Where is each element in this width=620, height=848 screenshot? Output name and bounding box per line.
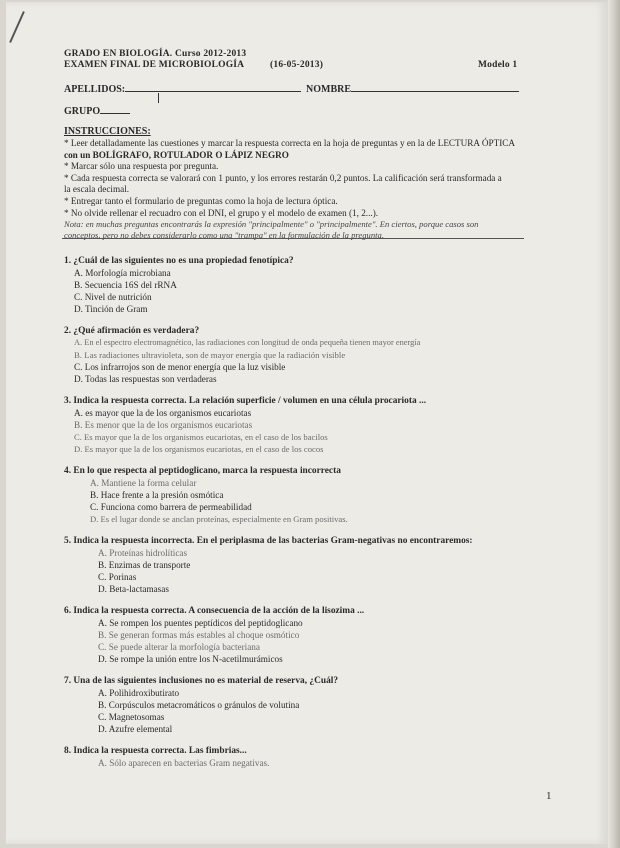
option-c[interactable]: C. Nivel de nutrición <box>74 292 152 302</box>
option-d[interactable]: D. Es el lugar donde se anclan proteínas, especialmente en Gram positivas. <box>90 514 348 524</box>
option-a[interactable]: A. Mantiene la forma celular <box>90 478 197 488</box>
question-stem: 7. Una de las siguientes inclusiones no es material de reserva, ¿Cuál? <box>64 676 339 686</box>
option-d[interactable]: D. Tinción de Gram <box>74 304 148 314</box>
option-b[interactable]: B. Hace frente a la presión osmótica <box>90 490 224 500</box>
option-b[interactable]: B. Secuencia 16S del rRNA <box>74 280 177 290</box>
nombre-field[interactable] <box>306 82 519 95</box>
header-date: (16-05-2013) <box>270 60 324 70</box>
instruction-line: * No olvide rellenar el recuadro con el DNI, el grupo y el modelo de examen (1, 2...). <box>64 207 379 218</box>
nombre-label: NOMBRE <box>306 84 351 95</box>
option-a[interactable]: A. En el espectro electromagnético, las radiaciones con longitud de onda pequeña tienen mayor energía <box>74 338 421 347</box>
instruction-line: * Marcar sólo una respuesta por pregunta. <box>64 161 219 172</box>
nombre-line[interactable] <box>351 82 519 92</box>
question-stem: 1. ¿Cuál de las siguientes no es una propiedad fenotípica? <box>64 256 294 266</box>
option-d[interactable]: D. Es mayor que la de los organismos eucariotas, en el caso de los cocos <box>74 444 324 454</box>
apellidos-label: APELLIDOS: <box>64 84 126 95</box>
question-stem: 3. Indica la respuesta correcta. La relación superficie / volumen en una célula procariota ... <box>64 396 427 406</box>
option-a[interactable]: A. Sólo aparecen en bacterias Gram negativas. <box>98 758 270 768</box>
option-a[interactable]: A. Se rompen los puentes peptídicos del peptidoglicano <box>98 618 303 628</box>
option-b[interactable]: B. Se generan formas más estables al choque osmótico <box>98 630 300 640</box>
option-a[interactable]: A. Morfología microbiana <box>74 268 171 278</box>
question-stem: 5. Indica la respuesta incorrecta. En el periplasma de las bacterias Gram-negativas no encontraremos: <box>64 536 473 546</box>
question-stem: 6. Indica la respuesta correcta. A consecuencia de la acción de la lisozima ... <box>64 606 365 616</box>
question-stem: 2. ¿Qué afirmación es verdadera? <box>64 326 200 336</box>
grupo-label: GRUPO <box>64 106 101 117</box>
page-edge-shadow <box>608 0 620 848</box>
option-b[interactable]: B. Corpúsculos metacromáticos o gránulos de volutina <box>98 700 300 710</box>
option-d[interactable]: D. Azufre elemental <box>98 724 173 734</box>
option-c[interactable]: C. Es mayor que la de los organismos eucariotas, en el caso de los bacilos <box>74 432 328 442</box>
note-line: Nota: en muchas preguntas encontrarás la expresión "principalmente" o "principalmente". En ciertos, porque casos son <box>64 219 479 230</box>
instruction-line: * Cada respuesta correcta se valorará con 1 punto, y los errores restarán 0,2 puntos. La calificación será transformada a <box>64 172 502 183</box>
option-a[interactable]: A. Proteínas hidrolíticas <box>98 548 188 558</box>
option-b[interactable]: B. Es menor que la de los organismos eucariotas <box>74 420 253 430</box>
option-d[interactable]: D. Todas las respuestas son verdaderas <box>74 374 217 384</box>
instructions-title: INSTRUCCIONES: <box>64 126 151 137</box>
pen-tick <box>158 93 159 103</box>
question-stem: 4. En lo que respecta al peptidoglicano, marca la respuesta incorrecta <box>64 466 341 476</box>
instruction-line: * Leer detalladamente las cuestiones y marcar la respuesta correcta en la hoja de preguntas y en la de LECTURA ÓPTICA <box>64 138 516 148</box>
apellidos-field[interactable] <box>64 82 301 95</box>
header-exam-title: EXAMEN FINAL DE MICROBIOLOGÍA <box>64 60 245 70</box>
question-stem: 8. Indica la respuesta correcta. Las fimbrias... <box>64 746 247 756</box>
option-a[interactable]: A. es mayor que la de los organismos eucariotas <box>74 408 252 418</box>
instructions-divider <box>62 238 524 239</box>
option-d[interactable]: D. Beta-lactamasas <box>98 584 169 594</box>
option-b[interactable]: B. Enzimas de transporte <box>98 560 191 570</box>
option-c[interactable]: C. Los infrarrojos son de menor energía que la luz visible <box>74 362 286 372</box>
option-a[interactable]: A. Polihidroxibutirato <box>98 688 180 698</box>
option-c[interactable]: C. Se puede alterar la morfología bacteriana <box>98 642 260 652</box>
header-model: Modelo 1 <box>478 60 518 70</box>
instruction-line: la escala decimal. <box>64 184 130 195</box>
instruction-line: * Entregar tanto el formulario de preguntas como la hoja de lectura óptica. <box>64 195 338 206</box>
option-c[interactable]: C. Porinas <box>98 572 137 582</box>
grupo-line[interactable] <box>100 104 130 114</box>
option-d[interactable]: D. Se rompe la unión entre los N-acetilmurámicos <box>98 654 283 664</box>
option-c[interactable]: C. Magnetosomas <box>98 712 165 722</box>
page-number: 1 <box>546 790 552 802</box>
header-course: GRADO EN BIOLOGÍA. Curso 2012-2013 <box>64 49 247 59</box>
instruction-line: con un BOLÍGRAFO, ROTULADOR O LÁPIZ NEGRO <box>64 149 289 160</box>
grupo-field[interactable] <box>64 104 130 117</box>
option-c[interactable]: C. Funciona como barrera de permeabilidad <box>90 502 252 512</box>
option-b[interactable]: B. Las radiaciones ultravioleta, son de mayor energía que la radiación visible <box>74 350 346 360</box>
apellidos-line[interactable] <box>125 82 301 92</box>
note-line: conceptos, pero no debes considerarlo como una "trampa" en la formulación de la pregunta. <box>64 230 384 241</box>
